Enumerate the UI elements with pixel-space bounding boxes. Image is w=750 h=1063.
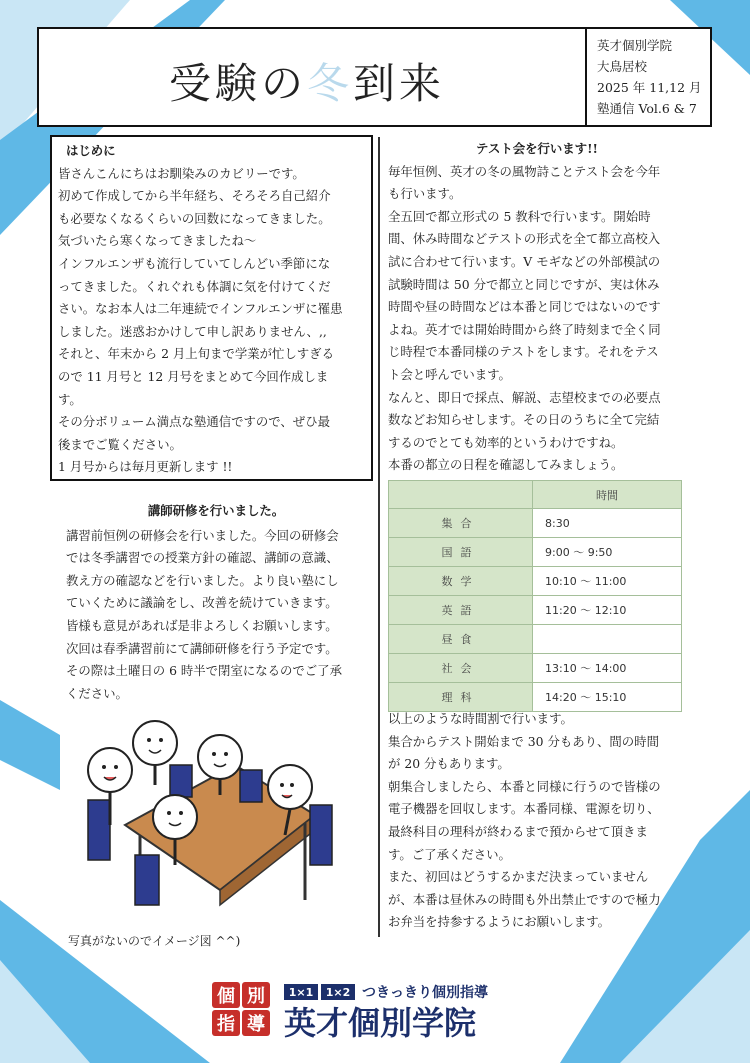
schedule-subject: 英語: [389, 596, 533, 625]
badge-char-2: 別: [247, 986, 265, 1007]
meeting-illustration: [70, 705, 340, 920]
intro-line: インフルエンザも流行していてしんどい季節にな: [58, 255, 331, 271]
schedule-header-row: [389, 481, 682, 509]
test-note-line: お弁当を持参するようにお願いします。: [388, 914, 611, 930]
test-note-line: 朝集合しましたら、本番と同様に行うので皆様の: [388, 778, 661, 794]
intro-line: 1 月号からは毎月更新します !!: [58, 459, 233, 475]
schedule-time: 10:10 〜 11:00: [533, 567, 682, 596]
intro-body: [58, 163, 365, 479]
intro-line: も必要なくなるくらいの回数になってきました。: [58, 210, 331, 226]
schedule-rows: [389, 509, 682, 712]
intro-line: 後までご覧ください。: [58, 436, 182, 452]
schedule-row: [389, 538, 682, 567]
test-note-line: また、初回はどうするかまだ決まっていません: [388, 869, 649, 885]
schedule-time: 8:30: [533, 509, 682, 538]
intro-line: その分ボリューム満点な塾通信ですので、ぜひ最: [58, 414, 330, 430]
schedule-time: 11:20 〜 12:10: [533, 596, 682, 625]
test-notes: [388, 708, 686, 934]
training-line: 次回は春季講習前にて講師研修を行う予定です。: [66, 640, 338, 656]
badge-char-4: 導: [247, 1014, 265, 1035]
intro-line: 気づいたら寒くなってきましたね〜: [58, 233, 257, 249]
schedule-row: [389, 509, 682, 538]
test-notes-body: [388, 708, 686, 934]
test-line: 数などお知らせします。その日のうちに全て完結: [388, 412, 660, 428]
test-line: 時間や昼の時間などは本番と同じではないのです: [388, 299, 661, 315]
header-divider: [585, 29, 587, 125]
training-line: 講習前恒例の研修会を行いました。今回の研修会: [66, 527, 339, 543]
intro-line: ので 11 月号と 12 月号をまとめて今回作成しま: [58, 368, 329, 384]
training-line: ください。: [66, 685, 128, 701]
schedule-row: [389, 625, 682, 654]
schedule-row: [389, 567, 682, 596]
test-line: じ時程で本番同様のテストをします。それをテス: [388, 344, 659, 360]
header-info: [597, 35, 702, 119]
test-note-line: す。ご了承ください。: [388, 846, 511, 862]
test-line: 間、休み時間などテストの形式を全て都立高校入: [388, 231, 661, 247]
intro-line: さい。なお本人は二年連続でインフルエンザに罹患: [58, 301, 343, 317]
test-line: するのでとても効率的というわけですね。: [388, 434, 624, 450]
test-note-line: 以上のような時間割で行います。: [388, 711, 573, 726]
schedule-row: [389, 596, 682, 625]
test-line: よね。英才では開始時間から終了時刻まで全く同: [388, 321, 661, 337]
column-divider: [378, 137, 380, 937]
person-illustration: [88, 748, 132, 792]
intro-line: す。: [58, 391, 82, 407]
intro-section: [50, 135, 373, 481]
newsletter-header: [37, 27, 712, 127]
intro-heading: はじめに: [66, 143, 116, 158]
title-part2: 到来: [353, 59, 446, 108]
schedule-subject: 理科: [389, 683, 533, 712]
title-part1: 受験の: [169, 59, 308, 108]
title-winter: 冬: [307, 59, 354, 108]
schedule-time: 13:10 〜 14:00: [533, 654, 682, 683]
test-line: 試に合わせて行います。V モギなどの外部模試の: [388, 253, 661, 269]
schedule-row: [389, 654, 682, 683]
schedule-header-blank: [389, 481, 533, 509]
intro-line: ってきました。くれぐれも体調に気を付けてくだ: [58, 278, 331, 294]
test-line: 全五回で都立形式の 5 教科で行います。開始時: [388, 208, 651, 224]
schedule-subject: 数学: [389, 567, 533, 596]
training-body: [66, 525, 366, 706]
test-note-line: が、本番は昼休みの時間も外出禁止ですので極力: [388, 891, 661, 907]
school-name: 英才個別学院: [597, 38, 673, 53]
test-heading: テスト会を行います!!: [476, 141, 598, 156]
training-line: 皆様も意見があれば是非よろしくお願いします。: [66, 617, 338, 633]
test-line: 毎年恒例、英才の冬の風物詩ことテスト会を今年: [388, 163, 661, 179]
page-title: [169, 51, 445, 111]
schedule-subject: 昼食: [389, 625, 533, 654]
test-section: [388, 138, 686, 477]
intro-line: しました。迷惑おかけして申し訳ありません、,,: [58, 323, 327, 339]
test-note-line: 最終科目の理科が終わるまで預からせて頂きま: [388, 823, 648, 839]
test-note-line: 電子機器を回収します。本番同様、電源を切り、: [388, 801, 660, 817]
test-body: [388, 161, 686, 477]
schedule-subject: 社会: [389, 654, 533, 683]
logo-name: 英才個別学院: [284, 1004, 477, 1042]
schedule-time: 14:20 〜 15:10: [533, 683, 682, 712]
schedule-time: 9:00 〜 9:50: [533, 538, 682, 567]
badge-char-3: 指: [217, 1014, 235, 1035]
logo-tagline: つきっきり個別指導: [362, 985, 488, 1001]
image-caption: 写真がないのでイメージ図 ^^): [68, 934, 241, 948]
tag-1x1: 1×1: [288, 986, 314, 999]
schedule-subject: 集合: [389, 509, 533, 538]
issue-volume: 塾通信 Vol.6 & 7: [597, 101, 697, 116]
test-line: 本番の都立の日程を確認してみましょう。: [388, 457, 624, 473]
training-line: ていくために議論をし、改善を続けていきます。: [66, 595, 338, 611]
test-line: なんと、即日で採点、解説、志望校までの必要点: [388, 389, 661, 405]
issue-date: 2025 年 11,12 月: [597, 80, 702, 95]
badge-char-1: 個: [217, 986, 235, 1007]
intro-line: それと、年末から 2 月上旬まで学業が忙しすぎる: [58, 346, 334, 362]
test-note-line: 集合からテスト開始まで 30 分もあり、間の時間: [388, 733, 659, 749]
tag-1x2: 1×2: [325, 986, 351, 999]
intro-line: 初めて作成してから半年経ち、そろそろ自己紹介: [58, 188, 331, 204]
deco-left-mid: [0, 700, 60, 790]
schedule-header-time: 時間: [533, 481, 682, 509]
school-logo: [212, 982, 542, 1042]
test-line: も行います。: [388, 186, 462, 202]
schedule-subject: 国語: [389, 538, 533, 567]
schedule-time: [533, 625, 682, 654]
test-note-line: が 20 分もあります。: [388, 756, 510, 772]
schedule-table: [388, 480, 682, 712]
test-line: 試験時間は 50 分で都立と同じですが、実は休み: [388, 276, 660, 292]
training-line: では冬季講習での授業方針の確認、講師の意識、: [66, 550, 339, 566]
training-section: [66, 500, 366, 705]
training-heading: 講師研修を行いました。: [147, 503, 285, 518]
training-line: 教え方の確認などを行いました。より良い塾にし: [66, 572, 339, 588]
intro-line: 皆さんこんにちはお馴染みのカビリーです。: [58, 165, 305, 181]
branch-name: 大鳥居校: [597, 59, 648, 74]
training-line: その際は土曜日の 6 時半で閉室になるのでご了承: [66, 663, 342, 679]
test-line: ト会と呼んでいます。: [388, 366, 511, 382]
